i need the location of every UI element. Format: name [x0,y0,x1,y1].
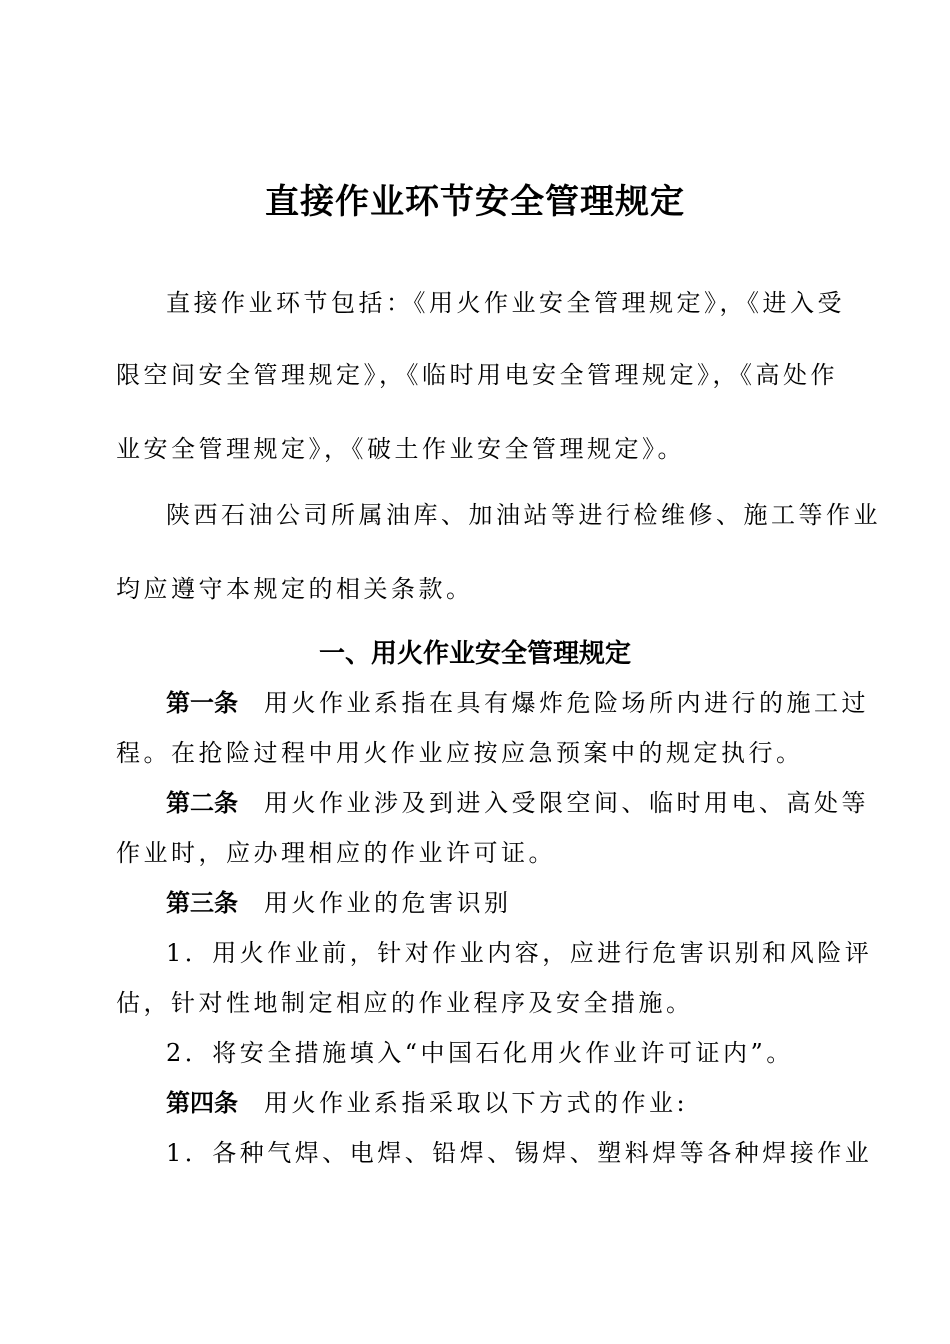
intro-p1-line2: 限空间安全管理规定》，《临时用电安全管理规定》，《高处作 [116,361,838,389]
article-1-line1 [166,685,869,721]
section-heading: 一、用火作业安全管理规定 [318,639,631,669]
intro-p2-line1: 陕西石油公司所属油库、加油站等进行检维修、施工等作业 [166,501,881,529]
article-2-label: 第二条 [166,789,238,817]
article-2-line1 [166,785,869,821]
article-2-text: 用火作业涉及到进入受限空间、临时用电、高处等 [264,789,869,817]
article-3-line1 [166,885,832,921]
item-2-line1: 2．将安全措施填入“中国石化用火作业许可证内”。 [166,1039,794,1067]
article-3-text: 用火作业的危害识别 [264,889,512,917]
article-4-label: 第四条 [166,1089,238,1117]
article-4-item-1: 1．各种气焊、电焊、铅焊、锡焊、塑料焊等各种焊接作业 [166,1139,873,1167]
article-1-text: 用火作业系指在具有爆炸危险场所内进行的施工过 [264,689,869,717]
intro-p1-line3: 业安全管理规定》，《破土作业安全管理规定》。 [116,435,685,463]
item-1-line2: 估，针对性地制定相应的作业程序及安全措施。 [116,989,694,1017]
item-1-line1: 1．用火作业前，针对作业内容，应进行危害识别和风险评 [166,939,873,967]
article-1-label: 第一条 [166,689,238,717]
article-2-line2: 作业时，应办理相应的作业许可证。 [116,839,556,867]
article-4-line1 [166,1085,832,1121]
intro-p1-line1: 直接作业环节包括：《用火作业安全管理规定》，《进入受 [166,289,845,317]
article-4-text: 用火作业系指采取以下方式的作业: [264,1089,689,1117]
page-title: 直接作业环节安全管理规定 [265,182,685,222]
article-1-line2: 程。在抢险过程中用火作业应按应急预案中的规定执行。 [116,739,804,767]
intro-p2-line2: 均应遵守本规定的相关条款。 [116,575,474,603]
article-3-label: 第三条 [166,889,238,917]
